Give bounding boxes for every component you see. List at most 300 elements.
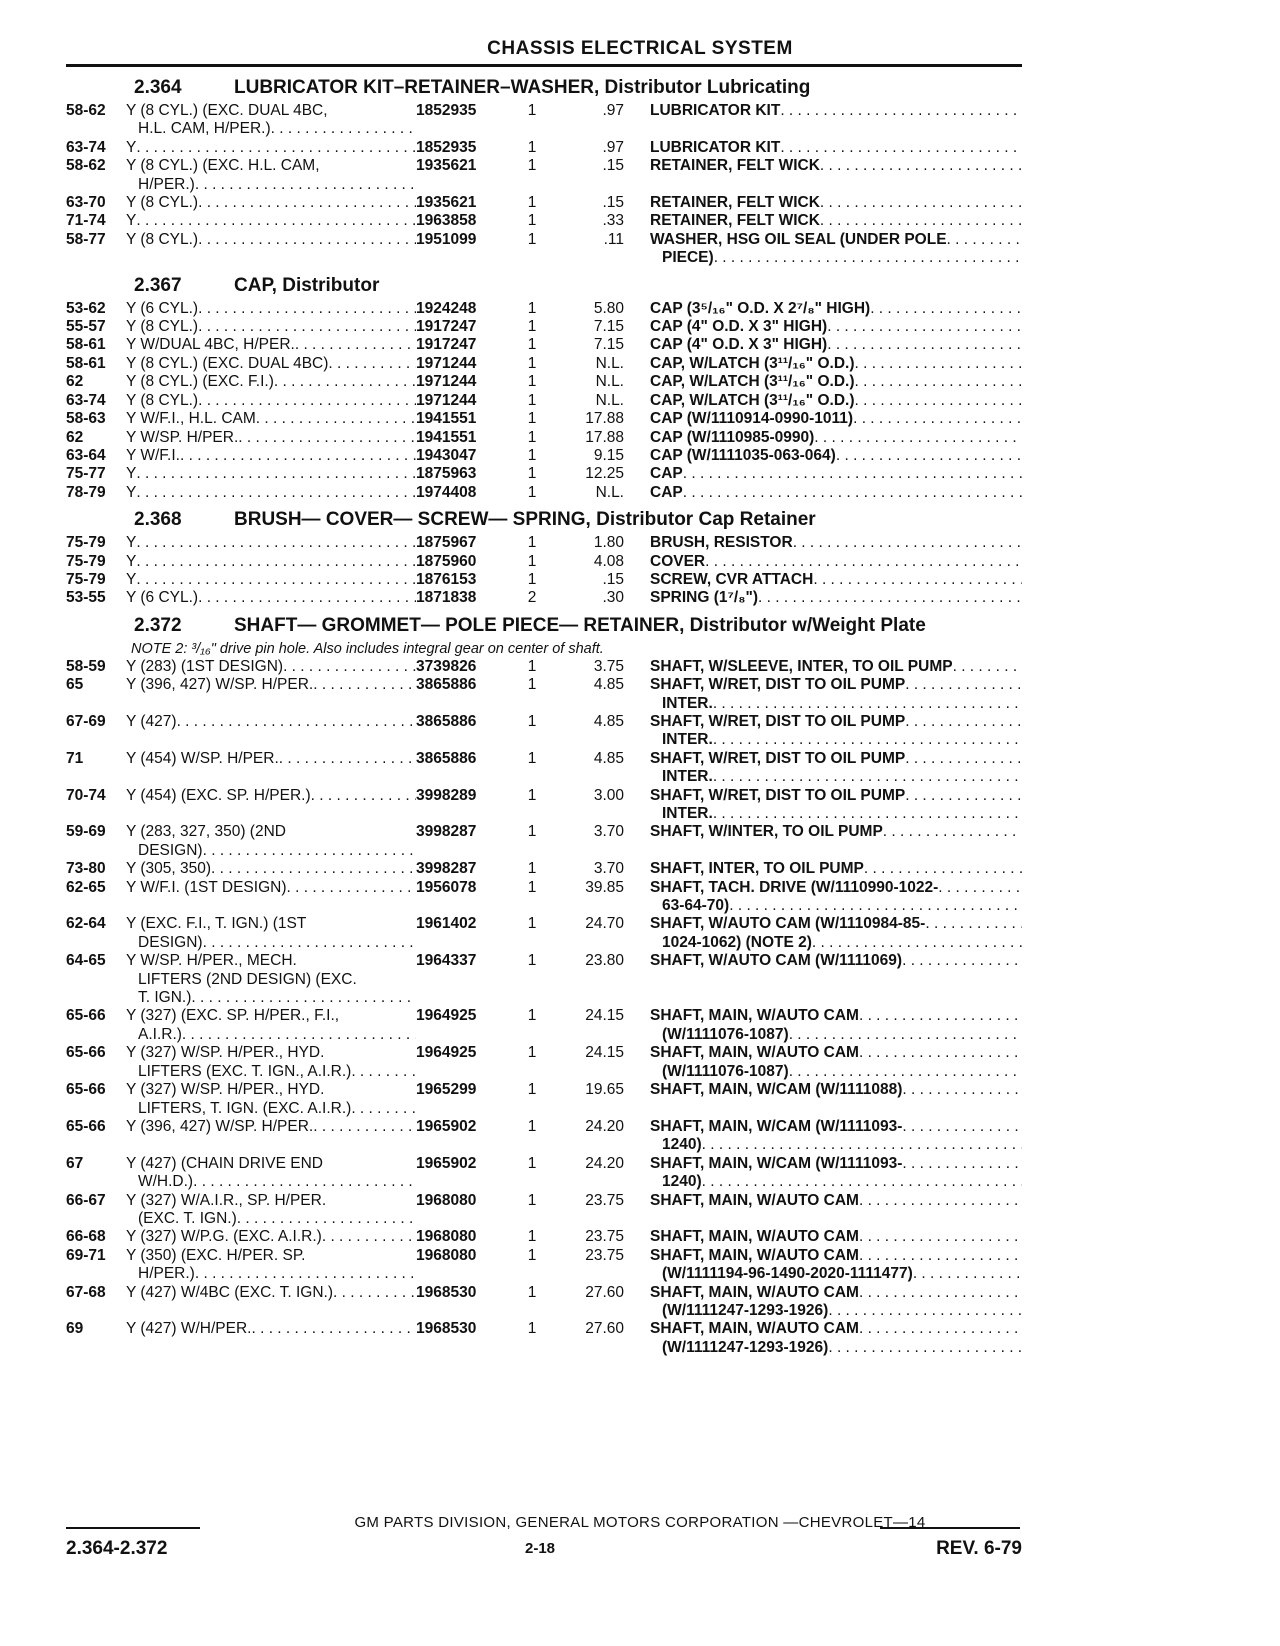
description-text: Y (427) (CHAIN DRIVE END <box>126 1154 323 1172</box>
parts-row <box>66 658 1022 676</box>
quantity: 1 <box>527 878 537 896</box>
part-name-text: CAP <box>650 483 683 501</box>
description-line <box>126 1320 416 1338</box>
application-description <box>126 392 416 410</box>
description-text: Y (327) W/SP. H/PER., HYD. <box>126 1044 325 1062</box>
part-number: 1876153 <box>416 570 477 588</box>
description-text: H/PER.) <box>138 175 195 193</box>
part-name-line <box>650 484 1022 502</box>
description-line <box>126 571 416 589</box>
part-name-line <box>650 1007 1022 1025</box>
part-name <box>624 157 1022 175</box>
part-name-line <box>650 750 1022 768</box>
description-line <box>126 355 416 373</box>
quantity: 1 <box>527 299 537 317</box>
description-line <box>126 1284 416 1302</box>
model-years: 65 <box>66 676 84 694</box>
part-name-line <box>650 1247 1022 1265</box>
part-name-line <box>650 1265 1022 1283</box>
description-line <box>126 447 416 465</box>
part-number: 3865886 <box>416 749 477 767</box>
part-number: 3865886 <box>416 676 477 694</box>
part-name <box>624 231 1022 268</box>
part-name-text: (W/1111247-1293-1926) <box>662 1338 829 1356</box>
dot-leader <box>859 1228 1022 1246</box>
application-description <box>126 157 416 194</box>
model-years: 78-79 <box>66 483 106 501</box>
dot-leader <box>729 897 1022 915</box>
quantity: 1 <box>527 676 537 694</box>
application-description <box>126 212 416 230</box>
part-name <box>624 212 1022 230</box>
part-name <box>624 879 1022 916</box>
part-name <box>624 447 1022 465</box>
model-years: 65-66 <box>66 1081 106 1099</box>
dot-leader <box>859 1247 1022 1265</box>
part-name <box>624 429 1022 447</box>
dot-leader <box>938 879 1022 897</box>
description-line <box>126 300 416 318</box>
application-description <box>126 410 416 428</box>
price: 9.15 <box>593 446 624 464</box>
part-name-line <box>650 1136 1022 1154</box>
section-number: 2.364 <box>134 77 182 98</box>
part-name-line <box>650 952 1022 970</box>
description-line <box>126 194 416 212</box>
part-name-line <box>650 465 1022 483</box>
model-years: 71 <box>66 749 84 767</box>
part-name-line <box>650 1173 1022 1191</box>
application-description <box>126 571 416 589</box>
parts-row <box>66 1320 1022 1357</box>
description-text: Y <box>126 212 137 230</box>
price: 17.88 <box>585 410 624 428</box>
price: 23.75 <box>585 1228 624 1246</box>
description-line <box>126 392 416 410</box>
section-subtitle: Distributor Lubricating <box>604 77 811 98</box>
part-name-line <box>650 336 1022 354</box>
part-name-text: CAP (W/1110914-0990-1011) <box>650 410 854 428</box>
description-line <box>126 373 416 391</box>
model-years: 69 <box>66 1320 84 1338</box>
parts-row <box>66 139 1022 157</box>
part-name <box>624 484 1022 502</box>
section-heading <box>134 616 1022 636</box>
dot-leader <box>902 1118 1022 1136</box>
dot-leader <box>913 1265 1022 1283</box>
description-text: T. IGN.) <box>138 989 192 1007</box>
dot-leader <box>286 879 416 897</box>
section-heading <box>134 276 1022 296</box>
part-number: 3739826 <box>416 657 477 675</box>
description-text: Y (6 CYL.) <box>126 299 199 317</box>
part-name <box>624 1320 1022 1357</box>
description-line <box>126 1026 416 1044</box>
part-number: 1917247 <box>416 336 477 354</box>
quantity: 1 <box>527 1007 537 1025</box>
parts-row <box>66 300 1022 318</box>
model-years: 53-62 <box>66 299 106 317</box>
description-line <box>126 102 416 120</box>
quantity: 1 <box>527 1283 537 1301</box>
price: 19.65 <box>585 1081 624 1099</box>
dot-leader <box>198 300 416 318</box>
dot-leader <box>211 860 416 878</box>
price: 17.88 <box>585 428 624 446</box>
part-name-line <box>650 1192 1022 1210</box>
quantity: 1 <box>527 391 537 409</box>
price: 3.70 <box>593 823 624 841</box>
model-years: 64-65 <box>66 952 106 970</box>
dot-leader <box>195 176 416 194</box>
section-number: 2.372 <box>134 614 182 636</box>
part-name-text: SHAFT, MAIN, W/CAM (W/1111093- <box>650 1154 903 1172</box>
model-years: 62 <box>66 428 84 446</box>
part-name <box>624 1228 1022 1246</box>
dot-leader <box>820 157 1022 175</box>
price: 7.15 <box>593 318 624 336</box>
dot-leader <box>203 934 416 952</box>
part-name <box>624 534 1022 552</box>
description-text: LIFTERS (EXC. T. IGN., A.I.R.) <box>138 1062 352 1080</box>
section <box>66 616 1022 1357</box>
price: 24.20 <box>585 1117 624 1135</box>
dot-leader <box>925 915 1022 933</box>
parts-row <box>66 429 1022 447</box>
parts-row <box>66 1192 1022 1229</box>
quantity: 1 <box>527 230 537 248</box>
dot-leader <box>311 787 416 805</box>
part-name-text: COVER <box>650 552 706 570</box>
part-name-line <box>650 805 1022 823</box>
part-name-text: SHAFT, W/AUTO CAM (W/1111069) <box>650 952 903 970</box>
part-name-text: (W/1111247-1293-1926) <box>662 1301 829 1319</box>
part-name <box>624 102 1022 120</box>
description-line <box>126 658 416 676</box>
part-name-line <box>650 410 1022 428</box>
dot-leader <box>313 1118 416 1136</box>
price: .15 <box>602 570 624 588</box>
part-number: 1852935 <box>416 102 477 119</box>
application-description <box>126 787 416 805</box>
part-name <box>624 1284 1022 1321</box>
model-years: 59-69 <box>66 823 106 841</box>
section-subtitle: Distributor Cap Retainer <box>596 509 816 531</box>
footer-revision: REV. 6-79 <box>936 1538 1022 1559</box>
dot-leader <box>827 318 1022 336</box>
application-description <box>126 952 416 1007</box>
section-heading <box>134 78 1022 98</box>
part-name-line <box>650 249 1022 267</box>
part-name-text: (W/1111076-1087) <box>662 1025 789 1043</box>
application-description <box>126 860 416 878</box>
parts-row <box>66 676 1022 713</box>
dot-leader <box>283 658 416 676</box>
description-line <box>126 176 416 194</box>
description-line <box>126 879 416 897</box>
part-name-text: SHAFT, MAIN, W/AUTO CAM <box>650 1246 859 1264</box>
model-years: 58-59 <box>66 657 106 675</box>
description-line <box>126 860 416 878</box>
dot-leader <box>136 534 416 552</box>
section-number: 2.368 <box>134 509 182 531</box>
dot-leader <box>313 676 416 694</box>
part-name-text: CAP (W/1110985-0990) <box>650 428 815 446</box>
application-description <box>126 658 416 676</box>
part-name-line <box>650 1026 1022 1044</box>
part-name-line <box>650 1339 1022 1357</box>
dot-leader <box>705 553 1022 571</box>
dot-leader <box>947 231 1022 249</box>
part-name-text: SHAFT, W/SLEEVE, INTER, TO OIL PUMP <box>650 657 953 675</box>
model-years: 62-64 <box>66 915 106 933</box>
price: N.L. <box>595 391 624 409</box>
dot-leader <box>274 373 416 391</box>
part-number: 1875963 <box>416 465 477 483</box>
quantity: 1 <box>527 410 537 428</box>
description-line <box>126 231 416 249</box>
part-name-line <box>650 589 1022 607</box>
part-number: 1968530 <box>416 1320 477 1338</box>
part-name <box>624 465 1022 483</box>
description-line <box>126 1173 416 1191</box>
description-line <box>126 410 416 428</box>
model-years: 75-77 <box>66 465 106 483</box>
price: .15 <box>602 194 624 212</box>
description-text: Y <box>126 570 137 588</box>
quantity: 1 <box>527 428 537 446</box>
section-title-block <box>234 616 1022 636</box>
quantity: 1 <box>527 336 537 354</box>
part-name-text: SHAFT, W/RET, DIST TO OIL PUMP <box>650 749 906 767</box>
part-name-line <box>650 447 1022 465</box>
model-years: 67-68 <box>66 1283 106 1301</box>
dot-leader <box>820 194 1022 212</box>
application-description <box>126 355 416 373</box>
parts-row <box>66 157 1022 194</box>
part-name-text: CAP, W/LATCH (3¹¹/₁₆" O.D.) <box>650 391 855 409</box>
description-text: Y (283, 327, 350) (2ND <box>126 823 286 841</box>
parts-row <box>66 336 1022 354</box>
dot-leader <box>814 429 1022 447</box>
dot-leader <box>812 934 1022 952</box>
part-name-text: INTER. <box>662 805 713 822</box>
description-text: DESIGN) <box>138 841 203 859</box>
parts-row <box>66 879 1022 916</box>
part-name-line <box>650 1063 1022 1081</box>
part-name-line <box>650 695 1022 713</box>
part-name-text: SHAFT, W/INTER, TO OIL PUMP <box>650 823 883 841</box>
price: 24.20 <box>585 1154 624 1172</box>
part-number: 3998287 <box>416 860 477 878</box>
model-years: 63-74 <box>66 391 106 409</box>
quantity: 1 <box>527 157 537 175</box>
model-years: 67 <box>66 1154 84 1172</box>
part-number: 1964925 <box>416 1044 477 1062</box>
quantity: 1 <box>527 446 537 464</box>
dot-leader <box>902 1081 1022 1099</box>
dot-leader <box>859 1320 1022 1338</box>
dot-leader <box>177 713 416 731</box>
quantity: 1 <box>527 823 537 841</box>
price: .33 <box>602 212 624 230</box>
section-subtitle: Distributor w/Weight Plate <box>689 614 926 636</box>
description-line <box>126 1100 416 1118</box>
price: 4.85 <box>593 712 624 730</box>
section-heading <box>134 510 1022 530</box>
quantity: 1 <box>527 570 537 588</box>
description-line <box>126 787 416 805</box>
part-number: 1974408 <box>416 483 477 501</box>
part-name-line <box>650 231 1022 249</box>
part-name-line <box>650 1155 1022 1173</box>
application-description <box>126 589 416 607</box>
quantity: 1 <box>527 1117 537 1135</box>
dot-leader <box>789 1063 1022 1081</box>
description-text: Y (EXC. F.I., T. IGN.) (1ST <box>126 915 307 933</box>
parts-row <box>66 713 1022 750</box>
part-name-line <box>650 157 1022 175</box>
description-line <box>126 1007 416 1025</box>
part-name <box>624 750 1022 787</box>
footer-section-range: 2.364-2.372 <box>66 1538 168 1559</box>
dot-leader <box>820 212 1022 230</box>
part-name-line <box>650 571 1022 589</box>
section <box>66 510 1022 608</box>
quantity: 1 <box>527 1044 537 1062</box>
price: .97 <box>602 102 624 119</box>
dot-leader <box>198 194 416 212</box>
section-title: SHAFT— GROMMET— POLE PIECE— RETAINER, <box>234 614 685 636</box>
application-description <box>126 1247 416 1284</box>
model-years: 65-66 <box>66 1117 106 1135</box>
application-description <box>126 373 416 391</box>
part-number: 1956078 <box>416 878 477 896</box>
part-number: 1875967 <box>416 534 477 552</box>
application-description <box>126 915 416 952</box>
description-line <box>126 484 416 502</box>
part-number: 1965299 <box>416 1081 477 1099</box>
part-name-text: SHAFT, W/AUTO CAM (W/1110984-85- <box>650 915 926 933</box>
part-name-text: INTER. <box>662 768 713 786</box>
description-text: Y <box>126 465 137 483</box>
part-name-text: SHAFT, MAIN, W/AUTO CAM <box>650 1320 859 1338</box>
part-name-text: BRUSH, RESISTOR <box>650 534 793 552</box>
part-name <box>624 571 1022 589</box>
dot-leader <box>905 713 1022 731</box>
part-number: 1935621 <box>416 157 477 175</box>
parts-row <box>66 484 1022 502</box>
quantity: 1 <box>527 860 537 878</box>
dot-leader <box>702 1136 1022 1154</box>
parts-row <box>66 1081 1022 1118</box>
model-years: 55-57 <box>66 318 106 336</box>
part-name-text: SHAFT, W/RET, DIST TO OIL PUMP <box>650 712 906 730</box>
price: 24.15 <box>585 1007 624 1025</box>
part-number: 1951099 <box>416 230 477 248</box>
description-text: Y W/SP. H/PER. <box>126 428 239 446</box>
dot-leader <box>702 1173 1022 1191</box>
part-number: 3865886 <box>416 712 477 730</box>
dot-leader <box>905 676 1022 694</box>
section-note: NOTE 2: ³/₁₆" drive pin hole. Also includes integral gear on center of shaft. <box>131 640 604 657</box>
part-name-text: LUBRICATOR KIT <box>650 102 781 119</box>
application-description <box>126 336 416 354</box>
dot-leader <box>870 300 1022 318</box>
parts-row <box>66 571 1022 589</box>
parts-row <box>66 355 1022 373</box>
model-years: 67-69 <box>66 712 106 730</box>
part-name-line <box>650 713 1022 731</box>
description-text: DESIGN) <box>138 933 203 951</box>
price: .30 <box>602 589 624 607</box>
price: 23.80 <box>585 952 624 970</box>
part-name-text: 1240) <box>662 1173 702 1191</box>
dot-leader <box>351 1063 416 1081</box>
part-name-text: CAP (4" O.D. X 3" HIGH) <box>650 318 828 336</box>
description-line <box>126 1044 416 1062</box>
part-name <box>624 139 1022 157</box>
part-name-text: RETAINER, FELT WICK <box>650 212 820 230</box>
dot-leader <box>195 1265 416 1283</box>
description-text: LIFTERS, T. IGN. (EXC. A.I.R.) <box>138 1099 352 1117</box>
part-name-text: SHAFT, MAIN, W/CAM (W/1111088) <box>650 1081 903 1099</box>
dot-leader <box>828 1339 1022 1357</box>
description-line <box>126 1118 416 1136</box>
section-title-block <box>234 510 1022 530</box>
dot-leader <box>780 139 1022 157</box>
application-description <box>126 484 416 502</box>
part-name-line <box>650 139 1022 157</box>
part-name-text: SHAFT, MAIN, W/CAM (W/1111093- <box>650 1117 903 1135</box>
application-description <box>126 553 416 571</box>
part-name-text: SHAFT, INTER, TO OIL PUMP <box>650 860 864 878</box>
quantity: 1 <box>527 1228 537 1246</box>
price: 23.75 <box>585 1246 624 1264</box>
parts-row <box>66 1228 1022 1246</box>
part-name-text: WASHER, HSG OIL SEAL (UNDER POLE <box>650 230 947 248</box>
quantity: 1 <box>527 1154 537 1172</box>
part-name <box>624 194 1022 212</box>
price: 24.70 <box>585 915 624 933</box>
description-line <box>126 139 416 157</box>
dot-leader <box>180 447 416 465</box>
dot-leader <box>859 1192 1022 1210</box>
parts-row <box>66 787 1022 824</box>
price: 12.25 <box>585 465 624 483</box>
quantity: 1 <box>527 749 537 767</box>
dot-leader <box>855 373 1023 391</box>
part-name-line <box>650 1044 1022 1062</box>
parts-row <box>66 1118 1022 1155</box>
dot-leader <box>813 571 1022 589</box>
model-years: 58-62 <box>66 102 106 119</box>
price: 4.85 <box>593 749 624 767</box>
part-name-text: RETAINER, FELT WICK <box>650 157 820 175</box>
dot-leader <box>789 1026 1022 1044</box>
application-description <box>126 194 416 212</box>
price: 7.15 <box>593 336 624 354</box>
description-text: W/H.D.) <box>138 1173 194 1191</box>
model-years: 75-79 <box>66 552 106 570</box>
model-years: 65-66 <box>66 1044 106 1062</box>
description-text: Y (427) W/H/PER. <box>126 1320 252 1338</box>
part-number: 1968080 <box>416 1246 477 1264</box>
quantity: 1 <box>527 212 537 230</box>
part-name <box>624 1155 1022 1192</box>
quantity: 1 <box>527 465 537 483</box>
part-name-line <box>650 1228 1022 1246</box>
